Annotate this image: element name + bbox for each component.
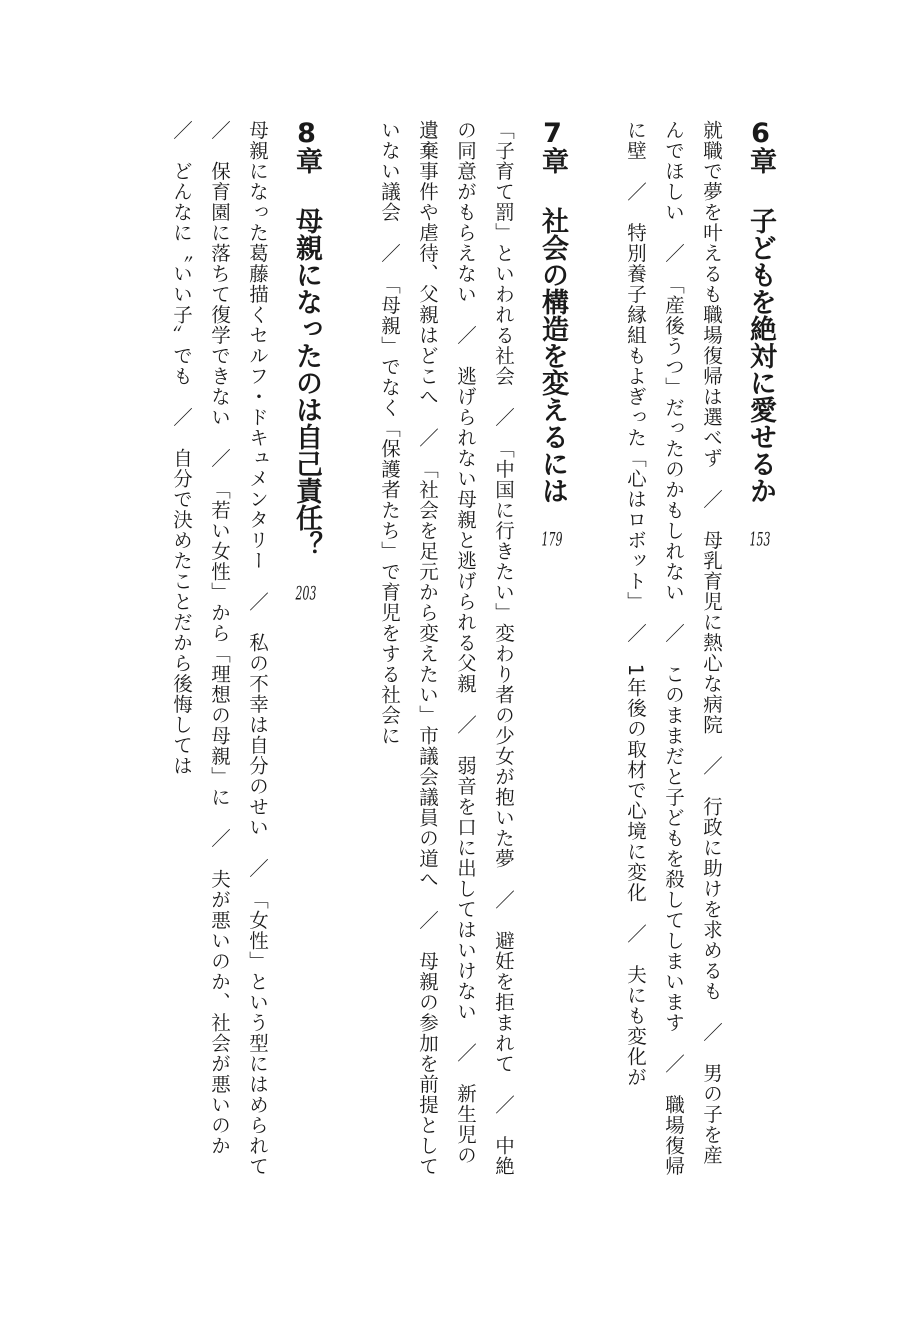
chapter-7-suffix: 章: [537, 147, 568, 176]
chapter-7-title: 社会の構造を変えるには: [537, 207, 568, 505]
chapter-6: [616, 120, 780, 1180]
chapter-8-sections: 母親になった葛藤描くセルフ・ドキュメンタリー ／ 私の不幸は自分のせい ／ 「女性」という型にはめられて ／ 保育園に落ちて復学できない ／ 「若い女性」から「理想の母親」に ／ 夫が悪いのか、社会が悪いのか ／ どんなに〝いい子〟でも ／ 自分で決めたことだから後悔しては: [170, 120, 269, 1197]
chapter-6-suffix: 章: [745, 147, 776, 176]
chapter-8-digit: 8: [297, 120, 316, 147]
chapter-7-number: [537, 120, 568, 176]
chapter-6-sections: 就職で夢を叶えるも職場復帰は選べず ／ 母乳育児に熱心な病院 ／ 行政に助けを求めるも ／ 男の子を産んでほしい ／ 「産後うつ」だったのかもしれない ／ このままだと子どもを殺してしまいます ／ 職場復帰に壁 ／ 特別養子縁組もよぎった「心はロボット」 ／ 1年後の取材で心境に変化 ／ 夫にも変化が: [624, 120, 723, 1177]
table-of-contents: [118, 120, 780, 1197]
chapter-6-page-number: [740, 530, 780, 549]
chapter-7-digit: 7: [543, 120, 562, 147]
chapter-7: [370, 120, 572, 1180]
chapter-8-heading: [286, 120, 326, 1180]
chapter-6-digit: 6: [751, 120, 770, 147]
chapter-8-page-number: [286, 584, 326, 603]
chapter-6-page-value: 153: [749, 529, 771, 549]
chapter-7-sections: 「子育て罰」といわれる社会 ／ 「中国に行きたい」変わり者の少女が抱いた夢 ／ 避妊を拒まれて ／ 中絶の同意がもらえない ／ 逃げられない母親と逃げられる父親 ／ 弱音を口に出してはいけない ／ 新生児の遺棄事件や虐待、父親はどこへ ／ 「社会を足元から変えたい」市議会議員の道へ ／ 母親の参加を前提としていない議会 ／ 「母親」でなく「保護者たち」で育児をする社会に: [378, 120, 515, 1177]
chapter-6-number: [745, 120, 776, 176]
chapter-8-suffix: 章: [291, 147, 322, 176]
chapter-7-heading: [532, 120, 572, 1180]
chapter-8: [162, 120, 326, 1197]
chapter-6-heading: [740, 120, 780, 1180]
chapter-8-page-value: 203: [295, 583, 317, 603]
chapter-8-number: [291, 120, 322, 176]
chapter-8-title: 母親になったのは自己責任？: [291, 207, 322, 559]
chapter-6-title: 子どもを絶対に愛せるか: [745, 207, 776, 505]
chapter-7-page-number: [532, 530, 572, 549]
chapter-7-page-value: 179: [541, 529, 563, 549]
